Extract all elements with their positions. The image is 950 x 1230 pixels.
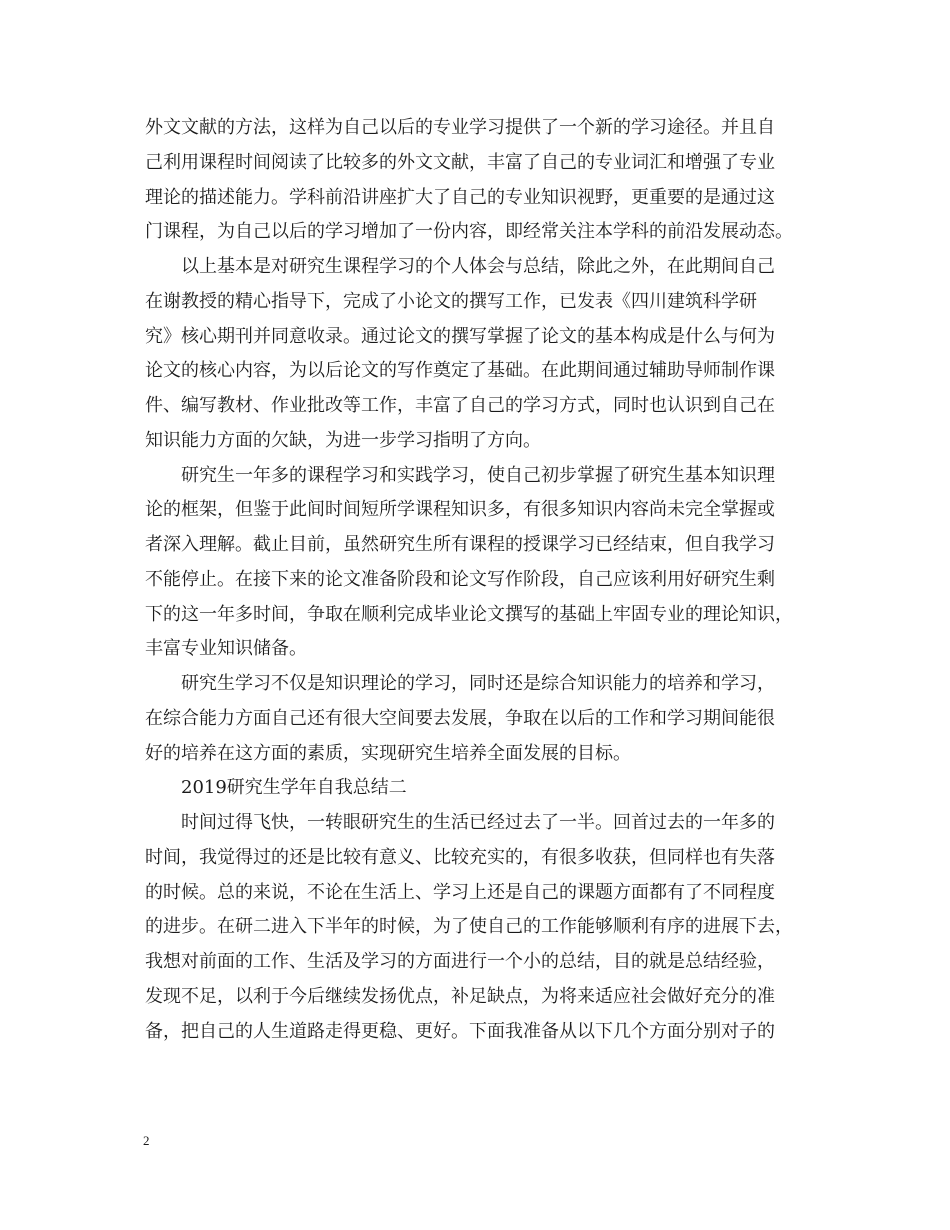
text-line: 门课程，为自己以后的学习增加了一份内容，即经常关注本学科的前沿发展动态。 bbox=[145, 221, 793, 243]
text-line: 丰富专业知识储备。 bbox=[145, 638, 307, 660]
text-line: 知识能力方面的欠缺，为进一步学习指明了方向。 bbox=[145, 429, 541, 451]
document-body bbox=[0, 111, 950, 1049]
text-line: 论文的核心内容，为以后论文的写作奠定了基础。在此期间通过辅助导师制作课 bbox=[145, 360, 775, 382]
text-line: 时间过得飞快，一转眼研究生的生活已经过去了一半。回首过去的一年多的 bbox=[181, 812, 775, 833]
text-line: 的时候。总的来说，不论在生活上、学习上还是自己的课题方面都有了不同程度 bbox=[145, 881, 775, 903]
text-line: 究》核心期刊并同意收录。通过论文的撰写掌握了论文的基本构成是什么与何为 bbox=[145, 325, 775, 347]
text-line: 不能停止。在接下来的论文准备阶段和论文写作阶段，自己应该利用好研究生剩 bbox=[145, 568, 775, 590]
text-line: 我想对前面的工作、生活及学习的方面进行一个小的总结，目的就是总结经验， bbox=[145, 951, 775, 972]
text-line: 在综合能力方面自己还有很大空间要去发展，争取在以后的工作和学习期间能很 bbox=[145, 707, 775, 729]
text-line: 研究生学习不仅是知识理论的学习，同时还是综合知识能力的培养和学习， bbox=[181, 673, 775, 694]
text-line: 以上基本是对研究生课程学习的个人体会与总结，除此之外，在此期间自己 bbox=[181, 256, 775, 277]
text-line: 时间，我觉得过的还是比较有意义、比较充实的，有很多收获，但同样也有失落 bbox=[145, 846, 775, 868]
text-line: 己利用课程时间阅读了比较多的外文文献，丰富了自己的专业词汇和增强了专业 bbox=[145, 151, 775, 173]
text-line: 备，把自己的人生道路走得更稳、更好。下面我准备从以下几个方面分别对子的 bbox=[145, 1020, 775, 1042]
page-number: 2 bbox=[143, 1133, 150, 1148]
text-line: 件、编写教材、作业批改等工作，丰富了自己的学习方式，同时也认识到自己在 bbox=[145, 395, 775, 416]
text-line: 发现不足，以利于今后继续发扬优点，补足缺点，为将来适应社会做好充分的准 bbox=[145, 985, 775, 1007]
text-line: 论的框架，但鉴于此间时间短所学课程知识多，有很多知识内容尚未完全掌握或 bbox=[145, 499, 775, 521]
text-line: 2019研究生学年自我总结二 bbox=[181, 777, 407, 799]
text-line: 理论的描述能力。学科前沿讲座扩大了自己的专业知识视野，更重要的是通过这 bbox=[145, 186, 775, 208]
text-line: 外文文献的方法，这样为自己以后的专业学习提供了一个新的学习途径。并且自 bbox=[145, 117, 775, 138]
text-line: 在谢教授的精心指导下，完成了小论文的撰写工作，已发表《四川建筑科学研 bbox=[145, 290, 757, 312]
text-line: 的进步。在研二进入下半年的时候，为了使自己的工作能够顺利有序的进展下去， bbox=[145, 916, 793, 938]
text-line: 好的培养在这方面的素质，实现研究生培养全面发展的目标。 bbox=[145, 742, 631, 764]
text-line: 下的这一年多时间，争取在顺利完成毕业论文撰写的基础上牢固专业的理论知识， bbox=[145, 603, 793, 625]
text-line: 研究生一年多的课程学习和实践学习，使自己初步掌握了研究生基本知识理 bbox=[181, 464, 775, 486]
text-line: 者深入理解。截止目前，虽然研究生所有课程的授课学习已经结束，但自我学习 bbox=[145, 534, 775, 555]
